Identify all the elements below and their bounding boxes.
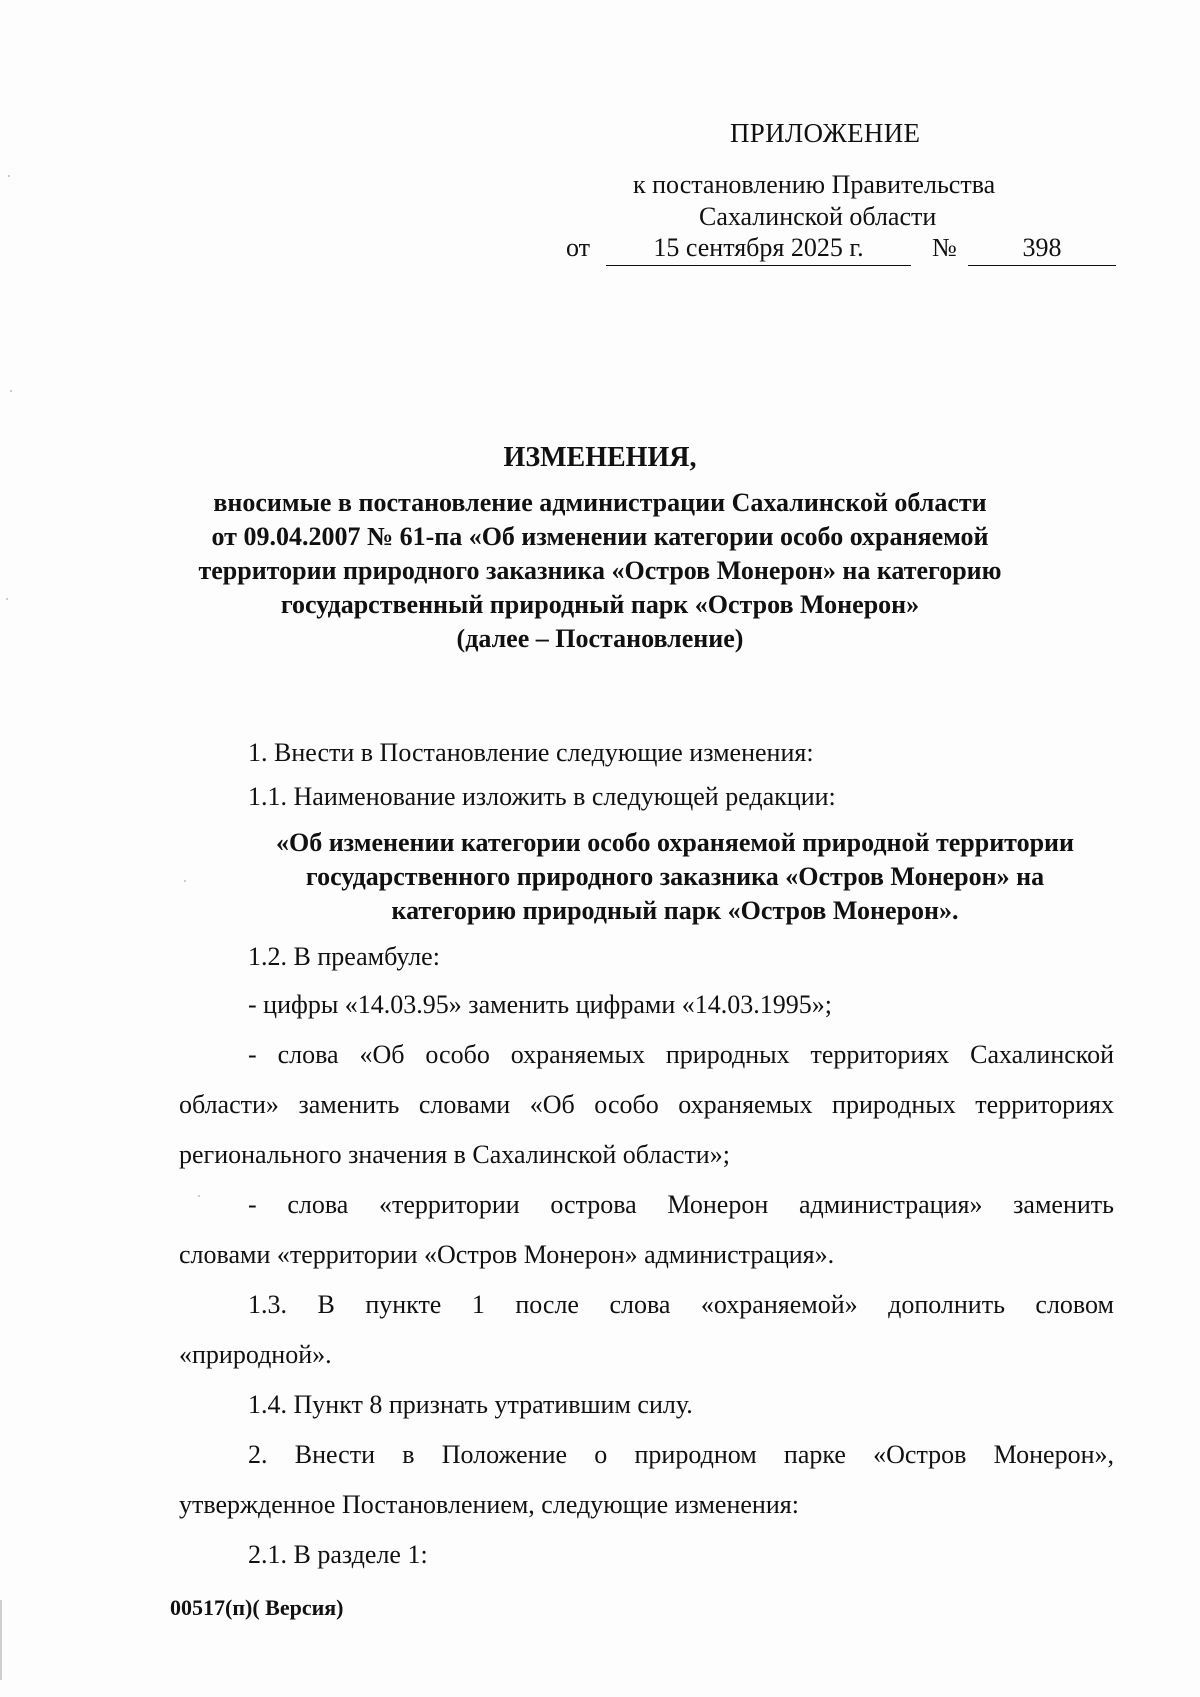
- resolution-date: 15 сентября 2025 г.: [606, 233, 911, 266]
- subtitle-line: вносимые в постановление администрации Сахалинской области: [213, 488, 987, 517]
- subtitle-line: от 09.04.2007 № 61-па «Об изменении категории особо охраняемой: [211, 522, 989, 551]
- date-prefix: от: [566, 233, 591, 262]
- new-name-block: [230, 826, 1120, 928]
- document-subtitle: [150, 486, 1050, 656]
- new-name-line: «Об изменении категории особо охраняемой природной территории: [275, 828, 1075, 857]
- paragraph-2-line-1: 2. Внести в Положение о природном парке «Остров Монерон»,: [248, 1440, 1114, 1469]
- dash-item-2-line-1: - слова «Об особо охраняемых природных территориях Сахалинской: [248, 1040, 1114, 1069]
- dash-item-2-line-2: области» заменить словами «Об особо охраняемых природных территориях: [179, 1090, 1114, 1119]
- paragraph-2-1: 2.1. В разделе 1:: [248, 1540, 428, 1569]
- appendix-date-row: [566, 233, 1116, 269]
- dash-item-3-line-1: - слова «территории острова Монерон администрация» заменить: [248, 1190, 1114, 1219]
- paragraph-2-line-2: утвержденное Постановлением, следующие изменения:: [179, 1490, 799, 1519]
- paragraph-1-2: 1.2. В преамбуле:: [248, 942, 440, 971]
- scan-speck: [184, 880, 186, 882]
- subtitle-line: государственный природный парк «Остров Монерон»: [280, 590, 920, 619]
- scan-speck: [8, 175, 10, 177]
- new-name-line: государственного природного заказника «Остров Монерон» на: [305, 862, 1045, 891]
- dash-item-1: - цифры «14.03.95» заменить цифрами «14.03.1995»;: [248, 990, 832, 1019]
- paragraph-1-1: 1.1. Наименование изложить в следующей редакции:: [248, 782, 836, 811]
- subtitle-line: территории природного заказника «Остров Монерон» на категорию: [198, 556, 1002, 585]
- appendix-resolution-ref: к постановлению Правительства: [633, 170, 996, 199]
- number-sign: №: [932, 233, 957, 262]
- subtitle-line: (далее – Постановление): [456, 624, 744, 653]
- scan-speck: [10, 390, 12, 392]
- appendix-region: Сахалинской области: [699, 202, 937, 231]
- footer-document-code: 00517(п)( Версия): [170, 1595, 344, 1620]
- new-name-line: категорию природный парк «Остров Монерон».: [391, 896, 959, 925]
- dash-item-2-line-3: регионального значения в Сахалинской области»;: [179, 1140, 730, 1169]
- paragraph-1-3-line-2: «природной».: [179, 1340, 332, 1369]
- appendix-title: ПРИЛОЖЕНИЕ: [730, 118, 921, 148]
- document-title: ИЗМЕНЕНИЯ,: [503, 442, 697, 473]
- paragraph-1: 1. Внести в Постановление следующие изменения:: [248, 738, 814, 767]
- scan-edge: [0, 1600, 2, 1680]
- resolution-number: 398: [968, 233, 1116, 266]
- paragraph-1-4: 1.4. Пункт 8 признать утратившим силу.: [248, 1390, 693, 1419]
- paragraph-1-3-line-1: 1.3. В пункте 1 после слова «охраняемой» дополнить словом: [248, 1290, 1114, 1319]
- dash-item-3-line-2: словами «территории «Остров Монерон» администрация».: [179, 1240, 835, 1269]
- scan-speck: [6, 598, 8, 600]
- scan-speck: [198, 1195, 200, 1197]
